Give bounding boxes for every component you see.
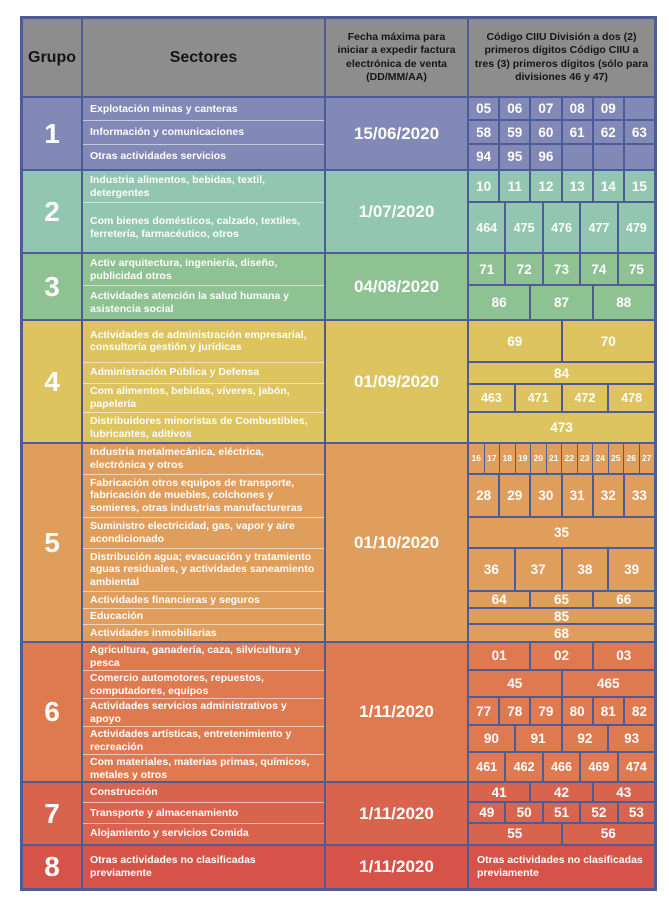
code-cell: 86 (469, 286, 531, 319)
header-codigo: Código CIIU División a dos (2) primeros dígitos Código CIIU a tres (3) primeros dígitos (sólo para divisiones 46 y 47) (474, 31, 649, 83)
sector-label: Actividades de administración empresarial, consultoría gestión y jurídicas (90, 328, 307, 354)
fecha-cell (326, 643, 469, 781)
sector-label: Com bienes domésticos, calzado, textiles, ferretería, farmacéutico, otros (90, 214, 301, 240)
code-row (469, 203, 654, 252)
code-row (469, 592, 654, 609)
code-cell (563, 145, 594, 169)
grupo-number-label: 1 (44, 117, 60, 149)
group-band-3 (23, 254, 654, 321)
code-cell: 475 (506, 203, 543, 252)
fecha-cell (326, 254, 469, 319)
code-cell: 49 (469, 803, 506, 821)
fecha-cell (326, 321, 469, 442)
code-row (469, 444, 654, 475)
code-row (469, 171, 654, 203)
code-cell: 80 (563, 698, 594, 724)
sector-cell (83, 203, 324, 252)
code-cell: 17 (485, 444, 501, 473)
code-cell: 71 (469, 254, 506, 284)
grupo-number-label: 8 (44, 851, 60, 882)
code-cell: 68 (553, 625, 570, 641)
code-cell: 24 (593, 444, 609, 473)
sector-cell (83, 384, 324, 413)
sector-label: Fabricación otros equipos de transporte, fabricación de muebles, colchones y somieres, otras industrias manufactureras (90, 476, 303, 515)
code-row (469, 549, 654, 592)
code-cell (594, 145, 625, 169)
code-cell: 15 (631, 178, 647, 194)
code-cell: 63 (631, 124, 647, 140)
sectores-column (83, 254, 326, 319)
sector-label: Industria alimentos, bebidas, textil, detergentes (90, 173, 266, 199)
codes-column (469, 444, 654, 641)
code-cell: 59 (500, 121, 531, 142)
code-cell: 11 (500, 171, 531, 201)
codes-column (469, 846, 654, 888)
code-cell: 35 (553, 524, 570, 540)
sector-cell (83, 518, 324, 549)
sectores-column (83, 643, 326, 781)
code-cell: 20 (531, 444, 547, 473)
code-cell: 91 (516, 726, 563, 752)
sector-cell (83, 549, 324, 592)
sector-label: Alojamiento y servicios Comida (90, 827, 249, 840)
fecha-cell (326, 98, 469, 169)
code-cell: 09 (594, 98, 625, 119)
code-cell: 461 (469, 753, 506, 781)
code-cell: 65 (531, 592, 593, 607)
code-cell: 469 (581, 753, 618, 781)
code-row (469, 783, 654, 803)
code-row (469, 475, 654, 518)
code-cell: 25 (609, 444, 625, 473)
sector-label: Industria metalmecánica, eléctrica, electrónica y otros (90, 446, 264, 471)
grupo-number-label: 5 (44, 526, 60, 558)
group-band-2 (23, 171, 654, 254)
code-cell: 64 (469, 592, 531, 607)
code-cell: 31 (563, 475, 594, 516)
code-cell: 21 (547, 444, 563, 473)
code-cell: 81 (594, 698, 625, 724)
sector-label: Distribuidores minoristas de Combustibles, lubricantes, aditivos (90, 414, 308, 440)
sectores-column (83, 846, 326, 888)
sector-label: Suministro electricidad, gas, vapor y aire acondicionado (90, 520, 295, 545)
code-cell: 12 (531, 171, 562, 201)
sector-label: Actividades artísticas, entretenimiento y recreación (90, 727, 292, 753)
code-cell: 08 (563, 98, 594, 119)
code-cell: 56 (600, 826, 616, 842)
group-band-4 (23, 321, 654, 444)
code-row (469, 321, 654, 363)
code-cell: 03 (616, 648, 632, 664)
code-cell: 74 (581, 254, 618, 284)
grupo-number-cell (23, 444, 83, 641)
sector-cell (83, 727, 324, 755)
code-row (469, 518, 654, 549)
sector-cell (83, 699, 324, 727)
group-band-8 (23, 846, 654, 888)
group-band-1 (23, 98, 654, 171)
fecha-value: 01/10/2020 (353, 532, 440, 552)
code-cell: 472 (563, 385, 610, 412)
fecha-value: 1/07/2020 (358, 201, 435, 221)
code-cell: 33 (631, 487, 647, 503)
sector-cell (83, 286, 324, 319)
code-cell: 52 (581, 803, 618, 821)
code-cell: 82 (631, 703, 647, 719)
code-cell: 43 (616, 784, 632, 800)
code-row (469, 643, 654, 671)
code-cell: 61 (563, 121, 594, 142)
sector-label: Distribución agua; evacuación y tratamiento aguas residuales, y actividades saneamiento ambiental (90, 550, 315, 589)
code-cell: 474 (625, 760, 647, 775)
sector-cell (83, 171, 324, 203)
code-cell: 69 (469, 321, 563, 361)
code-cell: 42 (531, 783, 593, 801)
fecha-cell (326, 783, 469, 844)
code-cell: 75 (628, 261, 644, 277)
code-cell: 39 (624, 561, 640, 577)
fecha-value: 1/11/2020 (359, 702, 434, 721)
code-cell: 84 (553, 365, 570, 381)
code-cell: 01 (469, 643, 531, 669)
code-cell: 50 (506, 803, 543, 821)
fecha-value: 04/08/2020 (353, 276, 440, 296)
code-cell: 36 (469, 549, 516, 590)
code-cell: 62 (594, 121, 625, 142)
sector-label: Información y comunicaciones (90, 126, 245, 139)
code-cell: 87 (531, 286, 593, 319)
code-cell: 02 (531, 643, 593, 669)
code-cell: 23 (578, 444, 594, 473)
sector-cell (83, 671, 324, 699)
sector-label: Actividades financieras y seguros (90, 593, 260, 606)
fecha-cell (326, 444, 469, 641)
code-cell: 473 (550, 420, 573, 436)
code-cell: 38 (563, 549, 610, 590)
sector-cell (83, 254, 324, 286)
fecha-value: 1/11/2020 (359, 857, 434, 876)
sector-cell (83, 363, 324, 384)
group-band-6 (23, 643, 654, 783)
grupo-number-cell (23, 321, 83, 442)
code-cell: 85 (553, 608, 570, 624)
code-cell: 96 (531, 145, 562, 169)
grupo-number-cell (23, 254, 83, 319)
code-row (469, 753, 654, 781)
sector-cell (83, 755, 324, 783)
codes-column (469, 783, 654, 844)
sector-cell (83, 846, 324, 888)
code-cell: 16 (469, 444, 485, 473)
code-row (469, 824, 654, 844)
grupo-number-cell (23, 783, 83, 844)
code-cell: 18 (500, 444, 516, 473)
code-cell: 37 (516, 549, 563, 590)
code-cell: 58 (469, 121, 500, 142)
code-cell: 479 (625, 220, 647, 235)
ciiu-calendar-table (20, 16, 657, 891)
header-sectores: Sectores (83, 19, 326, 96)
grupo-number-label: 3 (44, 270, 60, 302)
code-cell: 32 (594, 475, 625, 516)
grupo-number-label: 4 (44, 365, 60, 397)
code-cell: 22 (562, 444, 578, 473)
sectores-column (83, 98, 326, 169)
sectores-column (83, 171, 326, 252)
code-row (469, 286, 654, 319)
sector-label: Actividades atención la salud humana y asistencia social (90, 289, 289, 315)
grupo-number-label: 7 (44, 797, 60, 829)
code-cell: 471 (516, 385, 563, 412)
code-cell: 79 (531, 698, 562, 724)
sector-label: Transporte y almacenamiento (90, 806, 239, 819)
code-cell: 478 (621, 391, 643, 406)
sector-label: Comercio automotores, repuestos, computadores, equipos (90, 671, 264, 697)
sector-cell (83, 824, 324, 844)
code-cell: 55 (469, 824, 563, 844)
codes-column (469, 321, 654, 442)
code-cell: 66 (616, 592, 632, 608)
sector-label: Actividades inmobiliarias (90, 626, 217, 639)
code-cell: 92 (563, 726, 610, 752)
header-fecha: Fecha máxima para iniciar a expedir factura electrónica de venta (DD/MM/AA) (326, 19, 469, 96)
code-row (469, 363, 654, 385)
fecha-cell (326, 846, 469, 888)
code-cell: 27 (642, 453, 652, 464)
code-cell: 95 (500, 145, 531, 169)
sector-cell (83, 121, 324, 144)
sector-cell (83, 145, 324, 169)
code-cell (625, 145, 654, 169)
code-cell: 13 (563, 171, 594, 201)
code-cell: 78 (500, 698, 531, 724)
code-row (469, 254, 654, 286)
table-header (23, 19, 654, 98)
code-cell: 94 (469, 145, 500, 169)
code-cell: 60 (531, 121, 562, 142)
code-cell: 73 (544, 254, 581, 284)
code-cell: 77 (469, 698, 500, 724)
sector-label: Educación (90, 610, 144, 623)
code-cell: 51 (544, 803, 581, 821)
sector-cell (83, 592, 324, 609)
sector-label: Agricultura, ganadería, caza, silvicultura y pesca (90, 643, 301, 669)
sector-cell (83, 321, 324, 363)
sector-label: Construcción (90, 786, 158, 799)
sector-cell (83, 783, 324, 803)
code-cell: 53 (628, 805, 644, 821)
code-cell: 90 (469, 726, 516, 752)
code-row (469, 413, 654, 442)
code-cell: 462 (506, 753, 543, 781)
sector-label: Activ arquitectura, ingeniería, diseño, publicidad otros (90, 256, 278, 282)
codes-column (469, 254, 654, 319)
sector-cell (83, 475, 324, 518)
sector-cell (83, 609, 324, 625)
code-cell: 26 (624, 444, 640, 473)
code-row (469, 726, 654, 754)
grupo-number-cell (23, 98, 83, 169)
code-row (469, 671, 654, 699)
codes-column (469, 643, 654, 781)
code-cell: 88 (616, 295, 632, 311)
code-cell (625, 98, 654, 119)
sector-cell (83, 444, 324, 475)
code-row (469, 625, 654, 641)
sector-cell (83, 413, 324, 442)
sector-label: Otras actividades no clasificadas previamente (90, 854, 256, 879)
code-cell: 465 (596, 675, 620, 691)
group-rows-container (23, 98, 654, 888)
sectores-column (83, 444, 326, 641)
sector-cell (83, 625, 324, 641)
code-cell: 464 (469, 203, 506, 252)
fecha-value: 15/06/2020 (353, 123, 440, 143)
codes-text-cell: Otras actividades no clasificadas previamente (477, 853, 643, 879)
code-cell: 45 (469, 671, 563, 697)
code-cell: 07 (531, 98, 562, 119)
sector-label: Com materiales, materias primas, químicos, metales y otros (90, 756, 310, 781)
group-band-5 (23, 444, 654, 643)
code-cell: 477 (581, 203, 618, 252)
sector-cell (83, 803, 324, 823)
code-row (469, 698, 654, 726)
code-row (469, 385, 654, 414)
grupo-number-cell (23, 846, 83, 888)
sector-label: Administración Pública y Defensa (90, 366, 260, 379)
sector-label: Explotación minas y canteras (90, 102, 238, 115)
sector-label: Actividades servicios administrativos y apoyo (90, 699, 287, 725)
codes-column (469, 171, 654, 252)
group-band-7 (23, 783, 654, 846)
code-cell: 05 (469, 98, 500, 119)
fecha-value: 01/09/2020 (353, 371, 440, 391)
code-cell: 466 (544, 753, 581, 781)
codes-column (469, 98, 654, 169)
code-cell: 476 (544, 203, 581, 252)
code-cell: 29 (500, 475, 531, 516)
sectores-column (83, 783, 326, 844)
code-cell: 14 (594, 171, 625, 201)
code-cell: 19 (516, 444, 532, 473)
grupo-number-cell (23, 643, 83, 781)
sector-label: Com alimentos, bebidas, víveres, jabón, papelería (90, 385, 290, 410)
code-cell: 72 (506, 254, 543, 284)
code-cell: 06 (500, 98, 531, 119)
code-cell: 30 (531, 475, 562, 516)
code-cell: 93 (624, 731, 640, 747)
code-cell: 28 (469, 475, 500, 516)
code-row (469, 609, 654, 625)
code-cell: 463 (469, 385, 516, 412)
code-row (469, 846, 654, 888)
sector-cell (83, 98, 324, 121)
header-grupo: Grupo (23, 19, 83, 96)
code-cell: 41 (469, 783, 531, 801)
code-row (469, 121, 654, 144)
fecha-value: 1/11/2020 (359, 803, 434, 823)
grupo-number-label: 2 (44, 195, 60, 227)
sector-cell (83, 643, 324, 671)
grupo-number-cell (23, 171, 83, 252)
code-row (469, 98, 654, 121)
sector-label: Otras actividades servicios (90, 150, 226, 163)
grupo-number-label: 6 (44, 696, 60, 727)
code-cell: 70 (600, 333, 616, 349)
sectores-column (83, 321, 326, 442)
code-row (469, 145, 654, 169)
fecha-cell (326, 171, 469, 252)
code-cell: 10 (469, 171, 500, 201)
code-row (469, 803, 654, 823)
